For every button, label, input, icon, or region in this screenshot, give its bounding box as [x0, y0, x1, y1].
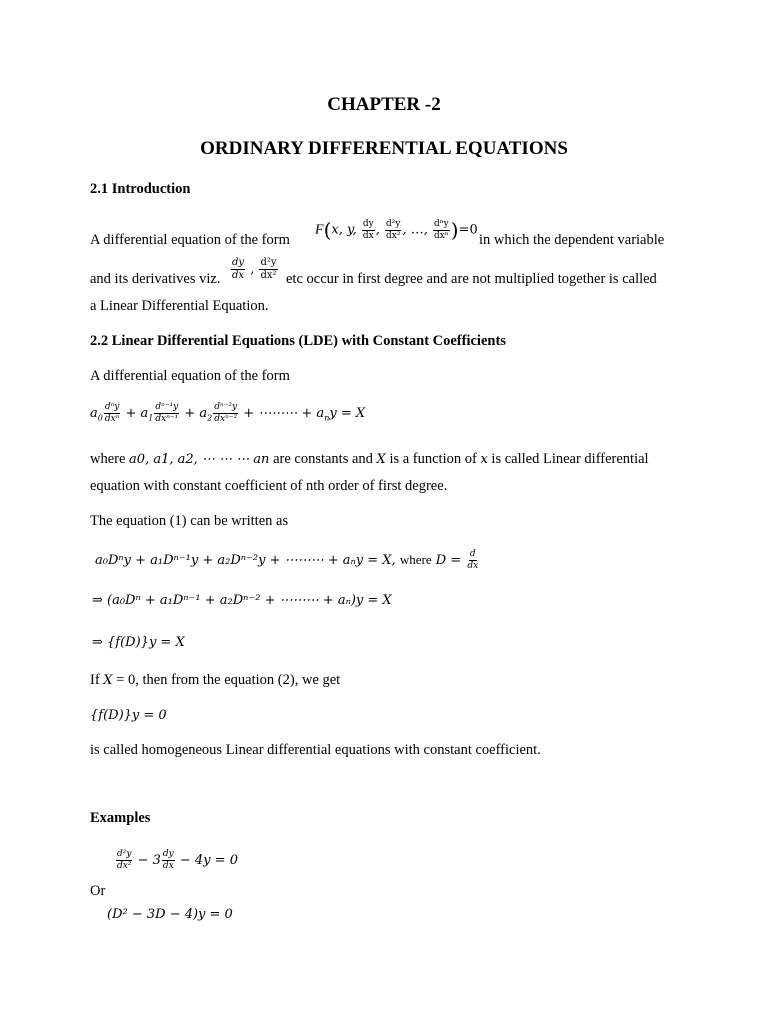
example1-coefficient: − 3	[137, 853, 161, 868]
constants-text: are constants and	[273, 451, 373, 467]
examples-heading: Examples	[90, 810, 151, 826]
lde-intro-text: A differential equation of the form	[90, 368, 290, 384]
example1-tail: − 4y = 0	[179, 853, 238, 868]
lde-general-equation: $a_0$ $\frac{\text{dⁿy}}{\text{dxⁿ}}$ + $a_1$ $\frac{\text{dⁿ⁻¹y}}{\text{dxⁿ⁻¹}}$ + $a_2$ $\frac{\text{dⁿ⁻²y}}{\text{dxⁿ⁻²}}$ + ⋯⋯⋯ + $a_ny = X$	[90, 402, 366, 424]
equation-rewrite-text: The equation (1) can be written as	[90, 513, 289, 529]
D-definition: D =	[435, 553, 462, 568]
called-lde-text: is called Linear differential	[491, 451, 649, 467]
constants-where: where	[90, 451, 126, 467]
section-2-1-heading: 2.1 Introduction	[90, 181, 191, 197]
nth-order-text: equation with constant coefficient of nth order of first degree.	[90, 478, 448, 494]
homogeneous-definition: is called homogeneous Linear differential equations with constant coefficient.	[90, 742, 541, 758]
constants-list: a0, a1, a2, ⋯ ⋯ ⋯ an	[129, 452, 270, 467]
constants-sentence	[90, 451, 649, 468]
f-of-D-equation: ⇒ {f(D)}y = X	[92, 635, 185, 650]
function-of-text: is a function of	[389, 451, 477, 467]
intro-line2-end: etc occur in first degree and are not multiplied together is called	[286, 271, 657, 287]
intro-line3: a Linear Differential Equation.	[90, 298, 269, 314]
derivatives-formula: $\frac{dy}{dx}$ , $\frac{\text{d²y}}{\text{dx²}}$	[232, 257, 277, 281]
var-X-2: X	[103, 673, 113, 688]
condition-text: = 0, then from the equation (2), we get	[116, 672, 341, 688]
operator-equation: a₀Dⁿy + a₁Dⁿ⁻¹y + a₂Dⁿ⁻²y + ⋯⋯⋯ + aₙy = X,	[95, 553, 396, 568]
general-ode-formula: F(x, y, $\frac{dy}{dx}$ , $\frac{\text{d²y}}{\text{dx²}}$ , …, $\frac{\text{dⁿy}}{\text{dxⁿ}}$ )=0	[315, 218, 478, 242]
if-label: If	[90, 672, 100, 688]
or-label: Or	[90, 883, 106, 899]
chapter-title: CHAPTER -2	[327, 94, 441, 115]
example-equation-1: $\frac{\text{d²y}}{\text{dx²}}$ − 3 $\frac{dy}{dx}$ − 4y = 0	[117, 849, 238, 871]
intro-line2-start: and its derivatives viz.	[90, 271, 221, 287]
homogeneous-equation: {f(D)}y = 0	[90, 708, 167, 723]
var-x: x	[480, 452, 488, 467]
factored-operator-equation: ⇒ (a₀Dⁿ + a₁Dⁿ⁻¹ + a₂Dⁿ⁻² + ⋯⋯⋯ + aₙ)y = X	[92, 593, 392, 608]
section-2-2-heading: 2.2 Linear Differential Equations (LDE) with Constant Coefficients	[90, 333, 506, 349]
where-label: where	[399, 552, 432, 567]
intro-text-end: in which the dependent variable	[479, 232, 665, 248]
homogeneous-condition	[90, 672, 340, 689]
example-equation-2: (D² − 3D − 4)y = 0	[107, 907, 233, 922]
operator-D-equation: a₀Dⁿy + a₁Dⁿ⁻¹y + a₂Dⁿ⁻²y + ⋯⋯⋯ + aₙy = X, where D = $\frac{d}{dx}$	[95, 549, 479, 571]
intro-text-start: A differential equation of the form	[90, 232, 290, 248]
var-X: X	[376, 452, 386, 467]
chapter-subtitle: ORDINARY DIFFERENTIAL EQUATIONS	[200, 138, 568, 159]
